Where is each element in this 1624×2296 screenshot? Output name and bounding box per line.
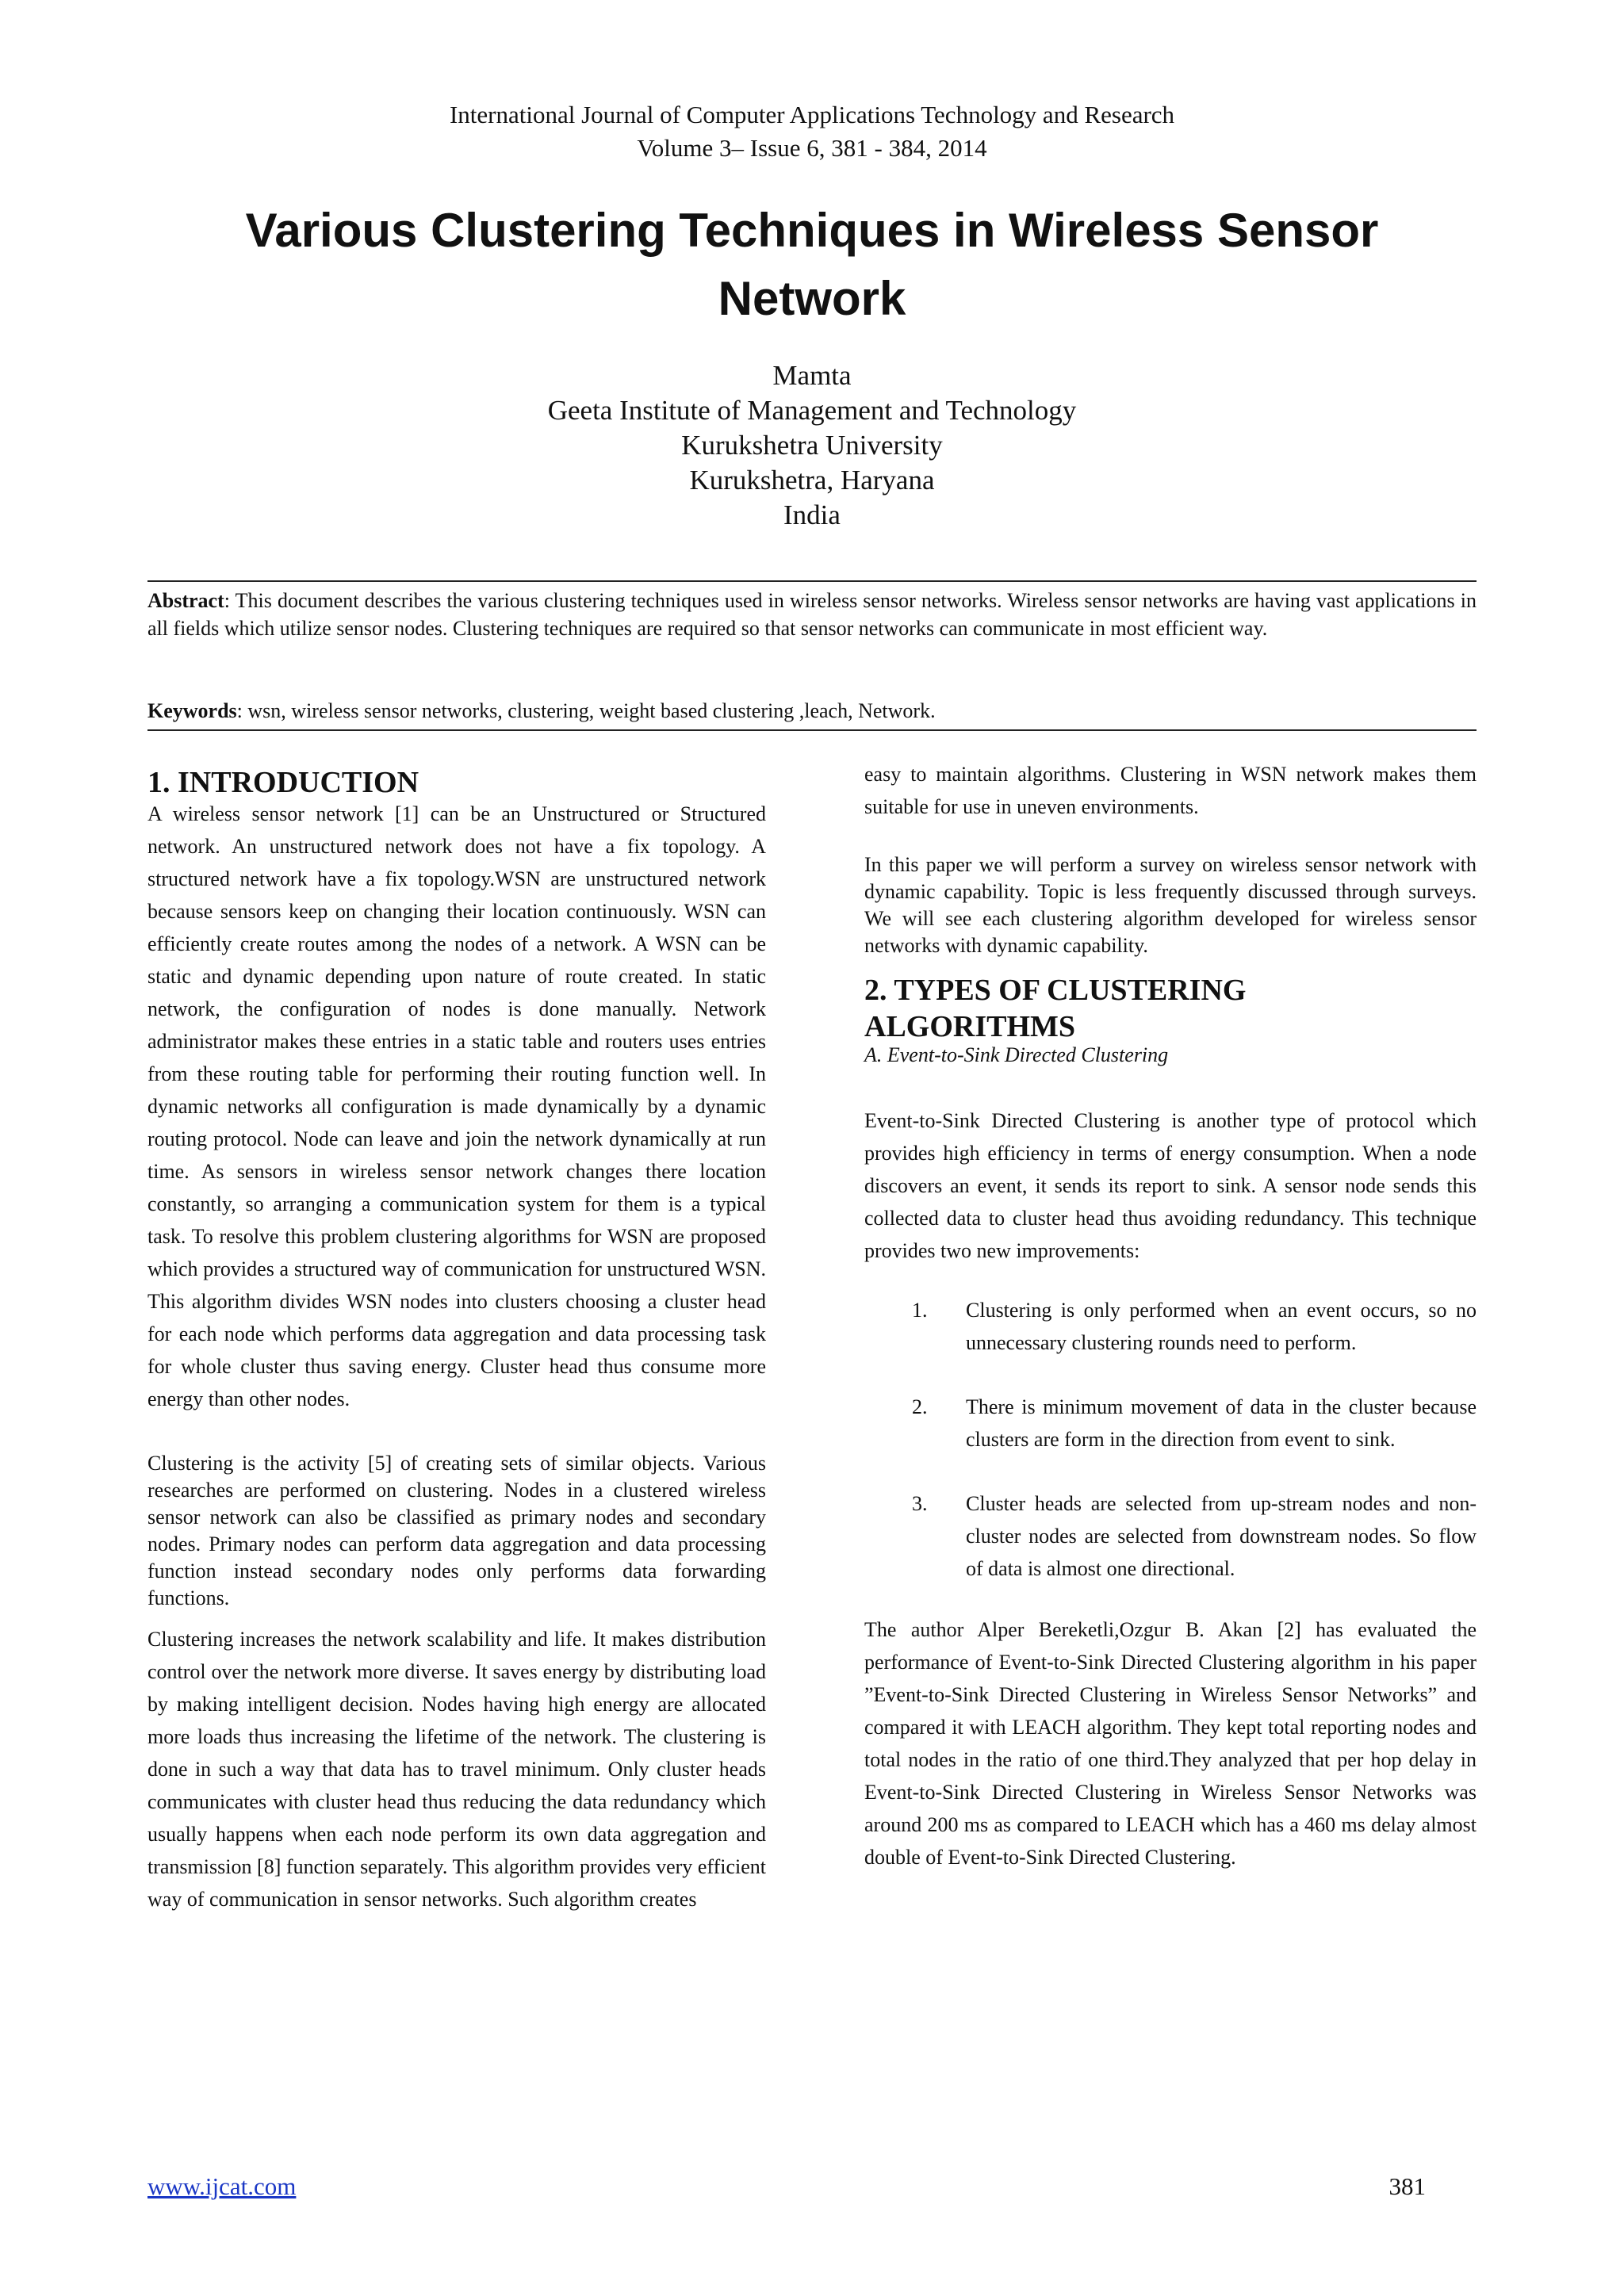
intro-paragraph-3: Clustering increases the network scalability and life. It makes distribution control over the network more diverse. It saves energy by distributing load by making intelligent decision. Nodes having high energy are allocated more loads thus increasing the lifetime of the network. The clustering is done in such a way that data has to travel minimum. Only cluster heads communicates with cluster head thus reducing the data redundancy which usually happens when each node perform its own data aggregation and transmission [8] function separately. This algorithm provides very efficient way of communication in sensor networks. Such algorithm creates xyxy=(147,1628,766,1911)
list-item xyxy=(864,1294,1477,1359)
intro-paragraph-2: Clustering is the activity [5] of creating sets of similar objects. Various researches are performed on clustering. Nodes in a clustered wireless sensor network can also be classified as primary nodes and secondary nodes. Primary nodes can perform data aggregation and data processing function instead secondary nodes only performs data forwarding functions. xyxy=(147,1452,766,1609)
section-2-heading-line-1: 2. TYPES OF CLUSTERING xyxy=(864,974,1247,1007)
subsection-a-heading: A. Event-to-Sink Directed Clustering xyxy=(864,1043,1169,1066)
list-item-text: Cluster heads are selected from up-stream nodes and non-cluster nodes are selected from downstream nodes. So flow of data is almost one directional. xyxy=(966,1492,1477,1580)
title-line-1: Various Clustering Techniques in Wireless Sensor xyxy=(245,204,1379,257)
abstract xyxy=(147,587,1477,642)
list-item-number: 1. xyxy=(912,1299,928,1322)
list-item xyxy=(864,1391,1477,1456)
journal-header xyxy=(0,98,1624,165)
keywords-bottom-rule xyxy=(147,729,1477,731)
list-item-number: 2. xyxy=(912,1395,928,1418)
page-number: 381 xyxy=(1388,2172,1426,2200)
section-1-heading: 1. INTRODUCTION xyxy=(147,766,419,799)
right-paragraph-4: The author Alper Bereketli,Ozgur B. Akan [2] has evaluated the performance of Event-to-Sink Directed Clustering algorithm in his paper ”Event-to-Sink Directed Clustering in Wireless Sensor Networks” and compared it with LEACH algorithm. They kept total reporting nodes and total nodes in the ratio of one third.They analyzed that per hop delay in Event-to-Sink Directed Clustering in Wireless Sensor Networks was around 200 ms as compared to LEACH which has a 460 ms delay almost double of Event-to-Sink Directed Clustering. xyxy=(864,1618,1477,1869)
section-2-heading-line-2: ALGORITHMS xyxy=(864,1010,1076,1043)
keywords-text: : wsn, wireless sensor networks, clustering, weight based clustering ,leach, Network. xyxy=(236,699,936,722)
author-affiliation: Geeta Institute of Management and Technology xyxy=(547,395,1077,426)
list-item-text: There is minimum movement of data in the cluster because clusters are form in the direction from event to sink. xyxy=(966,1395,1477,1451)
left-column xyxy=(147,764,766,1915)
author-university: Kurukshetra University xyxy=(681,430,943,461)
title-line-2: Network xyxy=(718,272,906,325)
footer-website-link[interactable]: www.ijcat.com xyxy=(147,2172,297,2200)
author-name: Mamta xyxy=(772,360,852,391)
journal-volume: Volume 3– Issue 6, 381 - 384, 2014 xyxy=(637,134,987,162)
paper-title xyxy=(159,197,1465,333)
journal-name: International Journal of Computer Applications Technology and Research xyxy=(449,101,1175,128)
author-block xyxy=(0,358,1624,533)
intro-paragraph-1: A wireless sensor network [1] can be an Unstructured or Structured network. An unstructured network does not have a fix topology. A structured network have a fix topology.WSN are unstructured network because sensors keep on changing their location continuously. WSN can efficiently create routes among the nodes of a network. A WSN can be static and dynamic depending upon nature of route created. In static network, the configuration of nodes is done manually. Network administrator makes these entries in a static table and routers uses entries from these routing table for performing their routing function well. In dynamic networks all configuration is made dynamically by a dynamic routing protocol. Node can leave and join the network dynamically at run time. As sensors in wireless sensor network changes there location constantly, so arranging a communication system for them is a typical task. To resolve this problem clustering algorithms for WSN are proposed which provides a structured way of communication for unstructured WSN. This algorithm divides WSN nodes into clusters choosing a cluster head for each node which performs data aggregation and data processing task for whole cluster thus saving energy. Cluster head thus consume more energy than other nodes. xyxy=(147,802,766,1410)
section-2-heading xyxy=(864,972,1477,1045)
improvements-list xyxy=(864,1294,1477,1585)
right-paragraph-1: easy to maintain algorithms. Clustering in WSN network makes them suitable for use in uneven environments. xyxy=(864,763,1477,818)
list-item-text: Clustering is only performed when an event occurs, so no unnecessary clustering rounds need to perform. xyxy=(966,1299,1477,1354)
list-item xyxy=(864,1487,1477,1585)
right-paragraph-3: Event-to-Sink Directed Clustering is another type of protocol which provides high efficiency in terms of energy consumption. When a node discovers an event, it sends its report to sink. A sensor node sends this collected data to cluster head thus avoiding redundancy. This technique provides two new improvements: xyxy=(864,1109,1477,1262)
keywords-label: Keywords xyxy=(147,699,237,722)
author-location: Kurukshetra, Haryana xyxy=(689,465,935,496)
list-item-number: 3. xyxy=(912,1492,928,1515)
abstract-text: : This document describes the various clustering techniques used in wireless sensor networks. Wireless sensor networks are having vast applications in all fields which utilize sensor nodes. Clustering techniques are required so that sensor networks can communicate in most efficient way. xyxy=(147,589,1477,640)
abstract-label: Abstract xyxy=(147,589,224,612)
keywords xyxy=(147,697,1477,725)
right-paragraph-2: In this paper we will perform a survey on wireless sensor network with dynamic capability. Topic is less frequently discussed through surveys. We will see each clustering algorithm developed for wireless sensor networks with dynamic capability. xyxy=(864,853,1477,957)
abstract-top-rule xyxy=(147,580,1477,582)
author-country: India xyxy=(783,499,841,530)
right-column xyxy=(864,758,1477,1873)
